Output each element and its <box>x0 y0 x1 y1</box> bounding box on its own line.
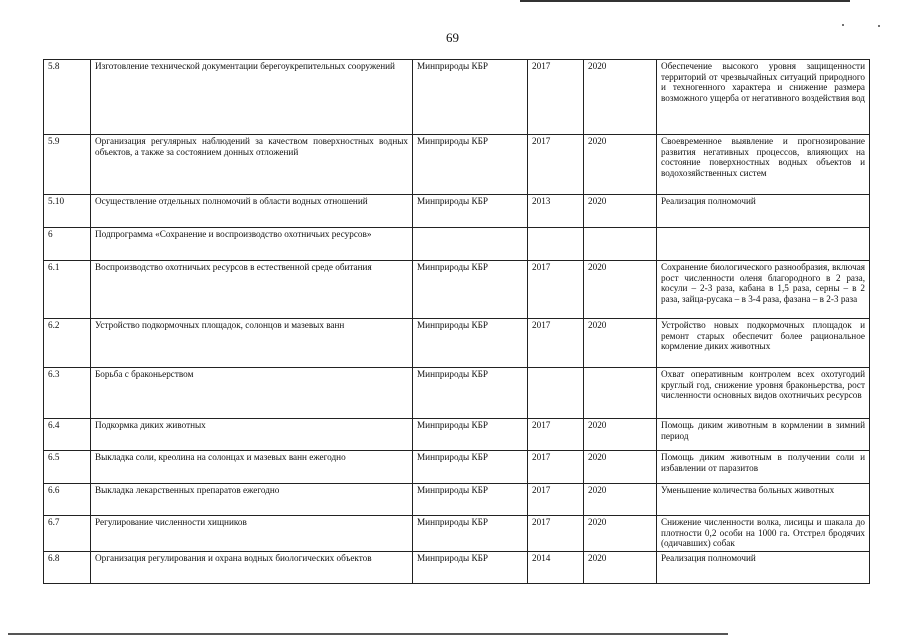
row-number-cell: 6.2 <box>44 319 91 368</box>
scan-edge-top <box>520 0 850 2</box>
responsible-cell: Минприроды КБР <box>413 60 528 135</box>
expected-result-cell: Обеспечение высокого уровня защищенности территорий от чрезвычайных ситуаций природного и техногенного характера и снижение размера возможного ущерба от негативного воздействия вод <box>657 60 870 135</box>
row-number-cell: 6.3 <box>44 368 91 419</box>
table-row <box>44 228 870 261</box>
measure-name-cell: Борьба с браконьерством <box>91 368 413 419</box>
table-row <box>44 484 870 516</box>
end-year-cell: 2020 <box>584 552 657 584</box>
table-row <box>44 261 870 319</box>
responsible-cell: Минприроды КБР <box>413 516 528 552</box>
expected-result-cell: Помощь диким животным в кормлении в зимний период <box>657 419 870 451</box>
row-number-cell: 5.9 <box>44 135 91 195</box>
end-year-cell: 2020 <box>584 419 657 451</box>
responsible-cell: Минприроды КБР <box>413 261 528 319</box>
row-number-cell: 6.4 <box>44 419 91 451</box>
start-year-cell: 2017 <box>528 451 584 484</box>
row-number-cell: 6.8 <box>44 552 91 584</box>
end-year-cell: 2020 <box>584 60 657 135</box>
start-year-cell: 2017 <box>528 516 584 552</box>
table-row <box>44 368 870 419</box>
end-year-cell: 2020 <box>584 516 657 552</box>
start-year-cell: 2017 <box>528 484 584 516</box>
end-year-cell <box>584 228 657 261</box>
end-year-cell: 2020 <box>584 319 657 368</box>
scan-edge-bottom <box>8 633 728 635</box>
end-year-cell: 2020 <box>584 195 657 228</box>
measure-name-cell: Организация регулярных наблюдений за качеством поверхностных водных объектов, а также за состоянием донных отложений <box>91 135 413 195</box>
expected-result-cell: Помощь диким животным в получении соли и избавлении от паразитов <box>657 451 870 484</box>
responsible-cell: Минприроды КБР <box>413 552 528 584</box>
table-row <box>44 552 870 584</box>
expected-result-cell: Реализация полномочий <box>657 195 870 228</box>
row-number-cell: 6 <box>44 228 91 261</box>
measure-name-cell: Воспроизводство охотничьих ресурсов в естественной среде обитания <box>91 261 413 319</box>
measure-name-cell: Регулирование численности хищников <box>91 516 413 552</box>
start-year-cell: 2013 <box>528 195 584 228</box>
table-row <box>44 135 870 195</box>
row-number-cell: 5.8 <box>44 60 91 135</box>
measure-name-cell: Организация регулирования и охрана водных биологических объектов <box>91 552 413 584</box>
measure-name-cell: Подкормка диких животных <box>91 419 413 451</box>
table-row <box>44 419 870 451</box>
row-number-cell: 6.7 <box>44 516 91 552</box>
table-row <box>44 516 870 552</box>
measure-name-cell: Выкладка соли, креолина на солонцах и мазевых ванн ежегодно <box>91 451 413 484</box>
start-year-cell: 2014 <box>528 552 584 584</box>
measures-table <box>43 59 870 584</box>
start-year-cell <box>528 228 584 261</box>
expected-result-cell: Устройство новых подкормочных площадок и ремонт старых обеспечит более рациональное кормление диких животных <box>657 319 870 368</box>
table-row <box>44 195 870 228</box>
expected-result-cell: Охват оперативным контролем всех охотугодий круглый год, снижение уровня браконьерства, рост численности основных видов охотничьих ресурсов <box>657 368 870 419</box>
measure-name-cell: Осуществление отдельных полномочий в области водных отношений <box>91 195 413 228</box>
start-year-cell: 2017 <box>528 135 584 195</box>
measure-name-cell: Устройство подкормочных площадок, солонцов и мазевых ванн <box>91 319 413 368</box>
expected-result-cell: Реализация полномочий <box>657 552 870 584</box>
table-body <box>44 60 870 584</box>
start-year-cell: 2017 <box>528 319 584 368</box>
measure-name-cell: Выкладка лекарственных препаратов ежегодно <box>91 484 413 516</box>
end-year-cell <box>584 368 657 419</box>
expected-result-cell: Сохранение биологического разнообразия, включая рост численности оленя благородного в 2 раза, косули – 2-3 раза, кабана в 1,5 раза, серны – в 2 раза, зайца-русака – в 3-4 раза, фазана – в 2-3 раза <box>657 261 870 319</box>
table-row <box>44 319 870 368</box>
scan-speck <box>842 24 844 26</box>
row-number-cell: 6.1 <box>44 261 91 319</box>
row-number-cell: 5.10 <box>44 195 91 228</box>
responsible-cell: Минприроды КБР <box>413 419 528 451</box>
measure-name-cell: Подпрограмма «Сохранение и воспроизводство охотничьих ресурсов» <box>91 228 413 261</box>
responsible-cell: Минприроды КБР <box>413 368 528 419</box>
end-year-cell: 2020 <box>584 135 657 195</box>
scan-speck <box>878 25 880 27</box>
start-year-cell: 2017 <box>528 261 584 319</box>
expected-result-cell: Своевременное выявление и прогнозирование развития негативных процессов, влияющих на состояние поверхностных водных объектов и водохозяйственных систем <box>657 135 870 195</box>
start-year-cell <box>528 368 584 419</box>
expected-result-cell: Снижение численности волка, лисицы и шакала до плотности 0,2 особи на 1000 га. Отстрел бродячих (одичавших) собак <box>657 516 870 552</box>
end-year-cell: 2020 <box>584 484 657 516</box>
expected-result-cell: Уменьшение количества больных животных <box>657 484 870 516</box>
responsible-cell: Минприроды КБР <box>413 319 528 368</box>
end-year-cell: 2020 <box>584 261 657 319</box>
measure-name-cell: Изготовление технической документации берегоукрепительных сооружений <box>91 60 413 135</box>
start-year-cell: 2017 <box>528 60 584 135</box>
responsible-cell: Минприроды КБР <box>413 135 528 195</box>
end-year-cell: 2020 <box>584 451 657 484</box>
responsible-cell: Минприроды КБР <box>413 484 528 516</box>
table-row <box>44 451 870 484</box>
start-year-cell: 2017 <box>528 419 584 451</box>
responsible-cell: Минприроды КБР <box>413 451 528 484</box>
expected-result-cell <box>657 228 870 261</box>
table-row <box>44 60 870 135</box>
row-number-cell: 6.5 <box>44 451 91 484</box>
row-number-cell: 6.6 <box>44 484 91 516</box>
page-number: 69 <box>446 30 459 45</box>
responsible-cell <box>413 228 528 261</box>
responsible-cell: Минприроды КБР <box>413 195 528 228</box>
